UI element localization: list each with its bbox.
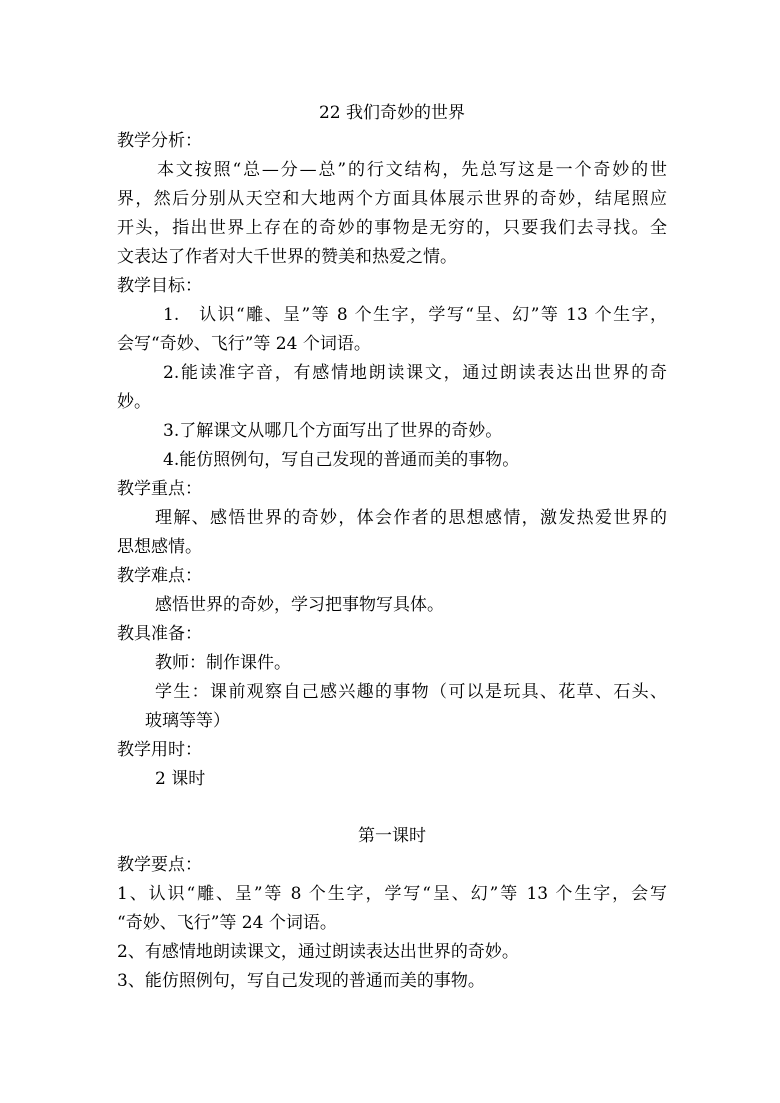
goal-item-continued: 会写“奇妙、飞行”等 24 个词语。 [117,334,371,354]
key-points-line: 理解、感悟世界的奇妙，体会作者的思想感情，激发热爱世界的 [155,508,667,528]
goal-item-continued: 妙。 [117,392,151,412]
goals-heading: 教学目标： [117,276,202,296]
difficulties-heading: 教学难点： [117,566,202,586]
analysis-line: 文表达了作者对大千世界的赞美和热爱之情。 [117,247,457,267]
time-value: 2 课时 [155,769,206,789]
time-heading: 教学用时： [117,740,202,760]
goal-item: 1. 认识“雕、呈”等 8 个生字，学写“呈、幻”等 13 个生字， [163,305,667,325]
lesson1-item: 1、认识“雕、呈”等 8 个生字，学写“呈、幻”等 13 个生字，会写 [117,884,667,904]
lesson1-item: 2、有感情地朗读课文，通过朗读表达出世界的奇妙。 [117,942,519,962]
page-title: 22 我们奇妙的世界 [318,103,466,123]
key-points-line: 思想感情。 [117,537,202,557]
goal-item: 2.能读准字音，有感情地朗读课文，通过朗读表达出世界的奇 [163,363,667,383]
lesson1-heading: 教学要点： [117,855,202,875]
lesson1-title: 第一课时 [358,826,426,846]
preparation-student: 学生：课前观察自己感兴趣的事物（可以是玩具、花草、石头、 [155,682,667,702]
difficulties-line: 感悟世界的奇妙，学习把事物写具体。 [155,595,444,615]
preparation-teacher: 教师：制作课件。 [155,653,291,673]
goal-item: 3.了解课文从哪几个方面写出了世界的奇妙。 [163,421,503,441]
analysis-heading: 教学分析： [117,131,202,151]
lesson1-item: 3、能仿照例句，写自己发现的普通而美的事物。 [117,971,485,991]
analysis-line: 本文按照“总—分—总”的行文结构，先总写这是一个奇妙的世 [157,160,667,180]
preparation-heading: 教具准备： [117,624,202,644]
goal-item: 4.能仿照例句，写自己发现的普通而美的事物。 [163,450,520,470]
preparation-student-continued: 玻璃等等） [145,711,230,731]
analysis-line: 界，然后分别从天空和大地两个方面具体展示世界的奇妙，结尾照应 [117,189,667,209]
analysis-line: 开头，指出世界上存在的奇妙的事物是无穷的，只要我们去寻找。全 [117,218,667,238]
key-points-heading: 教学重点： [117,479,202,499]
lesson1-item-continued: “奇妙、飞行”等 24 个词语。 [117,913,337,933]
